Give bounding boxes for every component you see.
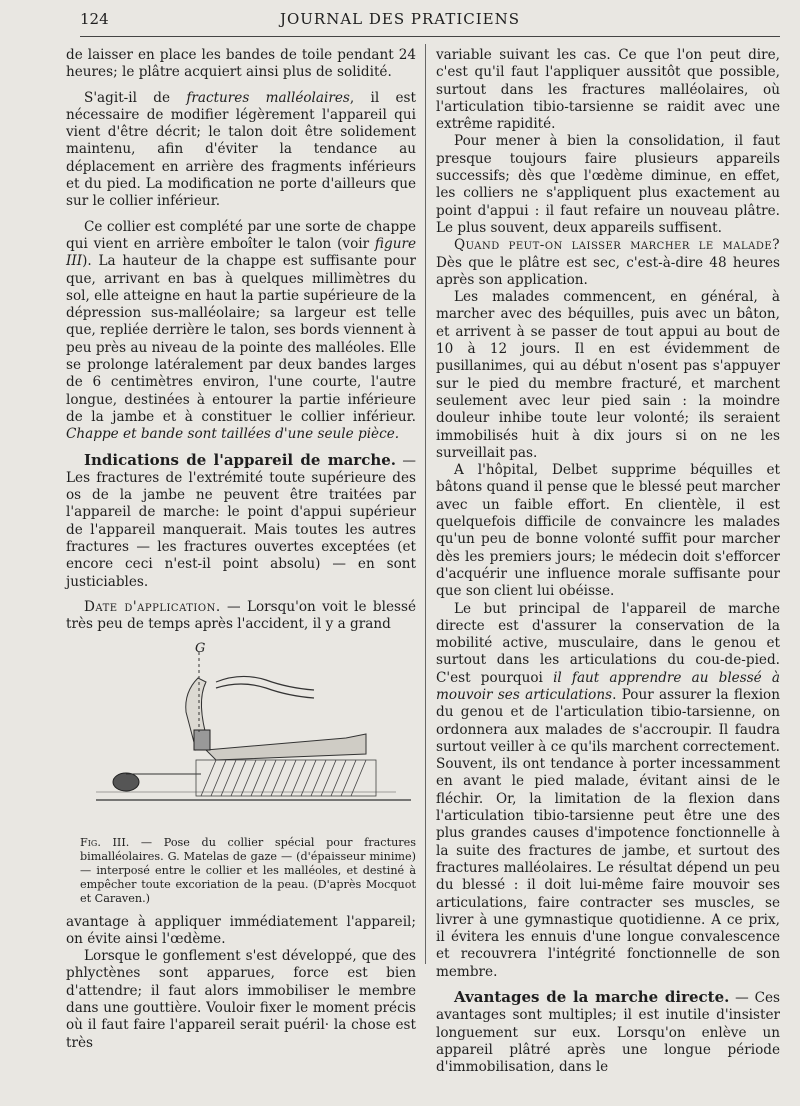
italic-text: il faut apprendre au blessé à mouvoir ses articulations [436,669,780,703]
header-rule [80,36,780,37]
figure-iii [66,642,416,832]
text: . Pour assurer la flexion du genou et de l'articulation tibio-tarsienne, on ordonnera aux malades de s'accroupir. Il faudra surtout veiller à ce qu'ils marchent correctement. Souvent, ils ont tendance à porter incessamment en avant le pied malade, évitant ainsi de le fléchir. Or, la limitation de la flexion dans l'articulation tibio-tarsienne peut être une des plus grandes causes d'impotence fonctionnelle à la suite des fractures de jambe, et surtout des fractures malléolaires. Le résultat dépend un peu du blessé : il doit lui-même faire mouvoir ses articulations, faire contracter ses muscles, se livrer à une gymnastique quotidienne. A ce prix, il évitera les ennuis d'une longue convalescence et recouvrera l'intégrité fonctionnelle de son membre. [436,686,780,980]
figure-caption [80,836,416,906]
text: Ce collier est complété par une sorte de chappe qui vient en arrière emboîter le talon (voir [66,218,416,252]
paragraph [66,90,416,211]
right-column [436,47,780,1077]
section-heading: Date d'application. [84,598,221,615]
column-divider [425,44,426,964]
text: Le but principal de l'appareil de marche directe est d'assurer la conservation de la mobilité active, musculaire, dans le genou et surtout dans les articulations du cou-de-pied. C'est pourquoi [436,600,780,686]
paragraph: Pour mener à bien la consolidation, il faut presque toujours faire plusieurs appareils successifs; dès que l'œdème diminue, en effet, les colliers ne s'appliquent plus exactement au point d'appui : il faut refaire un nouveau plâtre. Le plus souvent, deux appareils suffisent. [436,133,780,236]
paragraph [436,237,780,289]
page-header [0,0,800,42]
paragraph: A l'hôpital, Delbet supprime béquilles et bâtons quand il pense que le blessé peut marcher avec un faible effort. En clientèle, il est quelquefois difficile de convaincre les malades qu'un peu de bonne volonté suffit pour marcher dès les premiers jours; le médecin doit s'efforcer d'acquérir une influence morale suffisante pour que son client lui obéisse. [436,462,780,600]
left-column [66,47,416,1052]
page-number: 124 [80,10,109,28]
text: — Les fractures de l'extrémité toute supérieure des os de la jambe ne peuvent être traitées par l'appareil de marche: le point d'appui supérieur de l'appareil manquerait. Mais toutes les autres fractures — les fractures ouvertes exceptées (et encore ceci n'est-il point absolu) — en sont justiciables. [66,452,416,590]
journal-title: JOURNAL DES PRATICIENS [279,10,521,28]
section-heading: Quand peut-on laisser marcher le malade? [454,237,780,254]
italic-text: fractures malléolaires [186,89,350,106]
paragraph [66,219,416,444]
figure-label-g: G [195,641,206,656]
leg-cast-illustration [66,642,416,832]
text: Dès que le plâtre est sec, c'est-à-dire 48 heures après son application. [436,254,780,288]
text: S'agit-il de [84,89,187,106]
text: — Ces avantages sont multiples; il est inutile d'insister longuement sur eux. Lorsqu'on enlève un appareil plâtré après une longue période d'immobilisation, dans le [436,990,780,1076]
caption-label: Fig. III. [80,835,130,849]
paragraph [66,452,416,591]
paragraph [436,601,780,982]
paragraph: avantage à appliquer immédiatement l'appareil; on évite ainsi l'œdème. [66,913,416,947]
paragraph: Lorsque le gonflement s'est développé, que des phlyctènes sont apparues, force est bien d'attendre; il faut alors immobiliser le membre dans une gouttière. Vouloir fixer le moment précis où il faut faire l'appareil serait puéril· la chose est très [66,948,416,1051]
paragraph: de laisser en place les bandes de toile pendant 24 heures; le plâtre acquiert ainsi plus de solidité. [66,47,416,81]
paragraph: variable suivant les cas. Ce que l'on peut dire, c'est qu'il faut l'appliquer aussitôt que possible, surtout dans les fractures malléolaires, où l'articulation tibio-tarsienne se raidit avec une extrême rapidité. [436,47,780,133]
italic-text: Chappe et bande sont taillées d'une seule pièce. [66,426,400,443]
text: , il est nécessaire de modifier légèrement l'appareil qui vient d'être décrit; le talon doit être solidement maintenu, afin d'éviter la tendance au déplacement en arrière des fragments inférieurs et du pied. La modification ne porte d'ailleurs que sur le collier inférieur. [66,89,416,210]
paragraph [436,989,780,1076]
text: ). La hauteur de la chappe est suffisante pour que, arrivant en bas à quelques millimètres du sol, elle atteigne en haut la partie supérieure de la dépression sus-malléolaire; sa largeur est telle que, repliée derrière le talon, ses bords viennent à peu près au niveau de la pointe des malléoles. Elle se prolonge latéralement par deux bandes larges de 6 centimètres environ, l'une courte, l'autre longue, destinées à entourer la partie inférieure de la jambe et à constituer le collier inférieur. [66,253,416,425]
italic-text: figure III [66,235,416,270]
paragraph: Les malades commencent, en général, à marcher avec des béquilles, puis avec un bâton, et arrivent à se passer de tout appui au bout de 10 à 12 jours. Il en est évidemment de pusillanimes, qui au début n'osent pas s'appuyer sur le pied du membre fracturé, et marchent seulement avec leur pied sain : la moindre douleur inhibe toute leur volonté; ils seraient immobilisés huit à dix jours si on ne les surveillait pas. [436,289,780,461]
text: — Lorsqu'on voit le blessé très peu de temps après l'accident, il y a grand [66,598,416,633]
paragraph [66,599,416,634]
section-heading: Indications de l'appareil de marche. [84,450,397,469]
section-heading: Avantages de la marche directe. [454,988,730,1007]
caption-text: — Pose du collier spécial pour fractures bimalléolaires. G. Matelas de gaze — (d'épaisseur minime) — interposé entre le collier et les malléoles, et destiné à empêcher toute excoriation de la peau. (D'après Mocquot et Caraven.) [80,835,416,905]
